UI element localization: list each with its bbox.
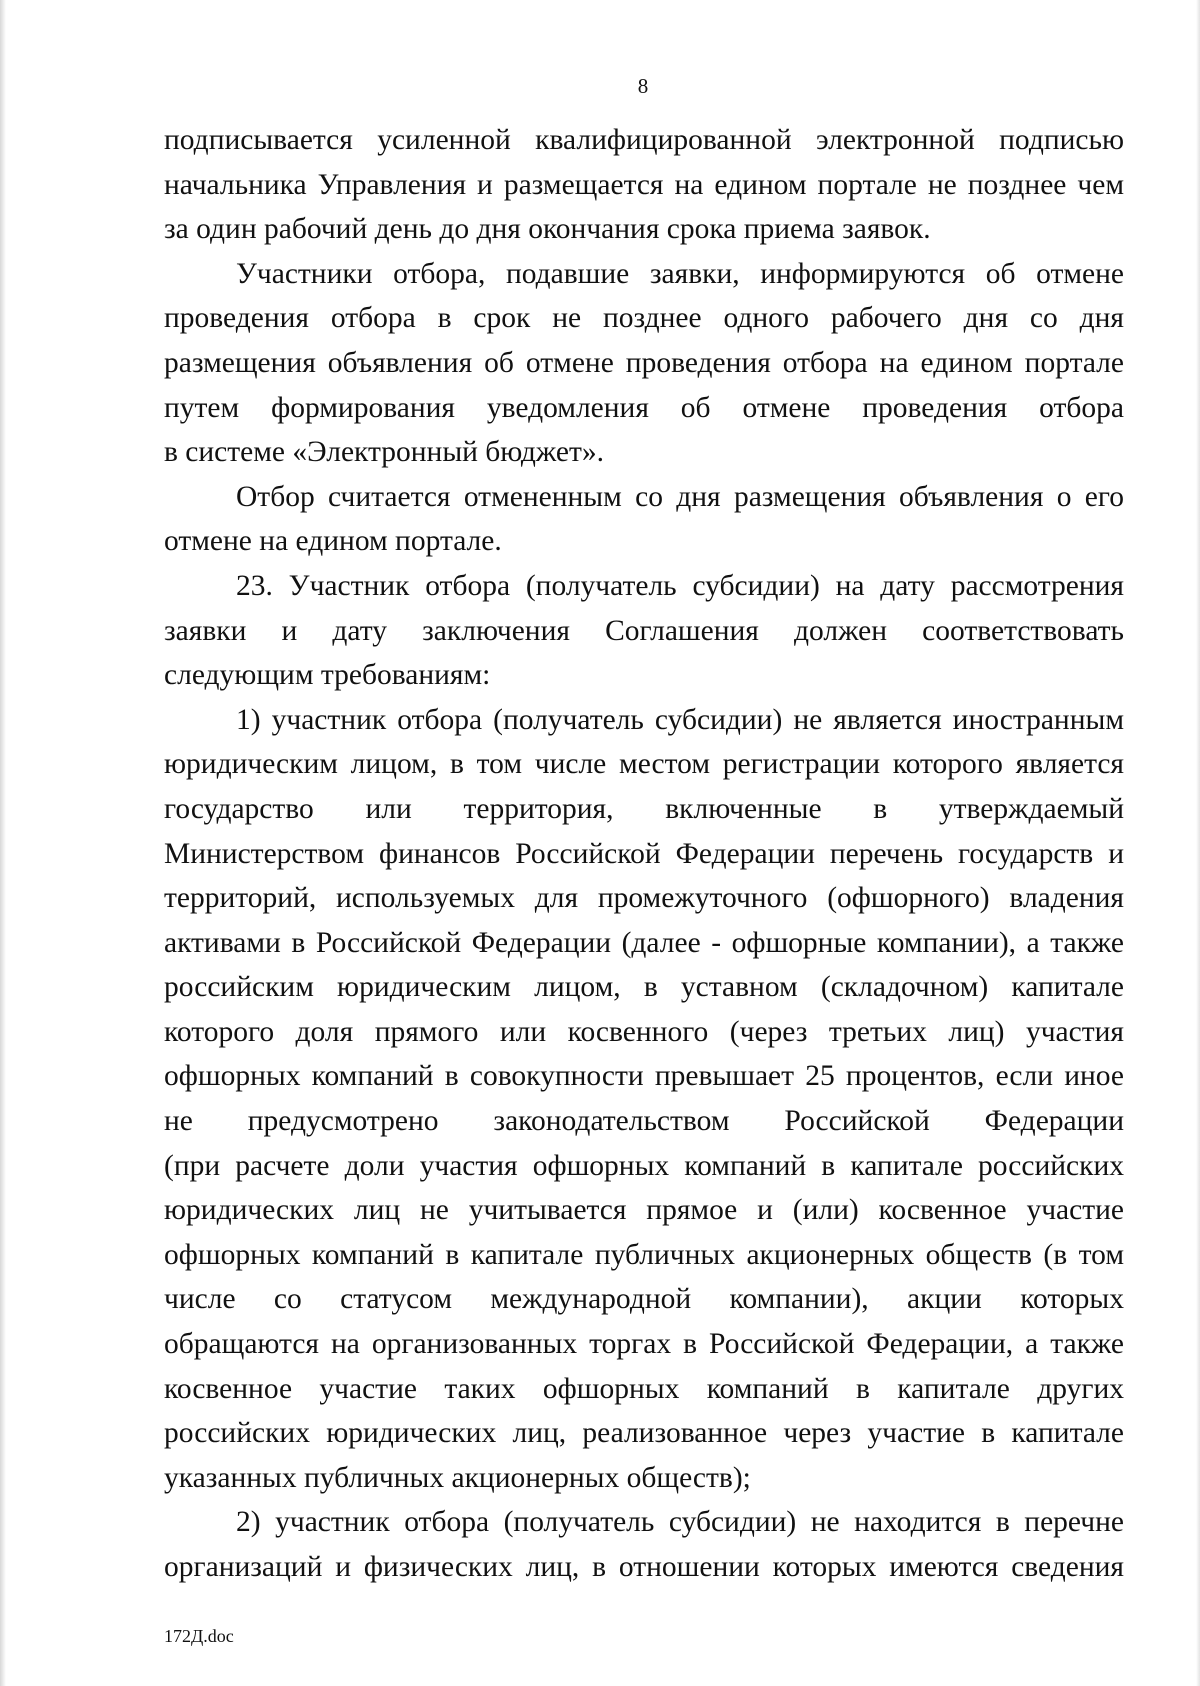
text-line: российским юридическим лицом, в уставном (складочном) капитале [164, 971, 1124, 1004]
text-line: Участники отбора, подавшие заявки, информируются об отмене [236, 257, 1124, 290]
text-line: размещения объявления об отмене проведения отбора на едином портале [164, 346, 1124, 379]
text-line: обращаются на организованных торгах в Российской Федерации, а также [164, 1328, 1124, 1361]
scan-edge-left [0, 0, 6, 1686]
text-line: косвенное участие таких офшорных компаний в капитале других [164, 1372, 1124, 1405]
text-line: офшорных компаний в капитале публичных акционерных обществ (в том [164, 1238, 1124, 1271]
text-line: заявки и дату заключения Соглашения должен соответствовать [164, 614, 1124, 647]
text-line: следующим требованиям: [164, 659, 491, 692]
text-line: 2) участник отбора (получатель субсидии) не находится в перечне [236, 1506, 1124, 1539]
text-line: активами в Российской Федерации (далее - офшорные компании), а также [164, 926, 1124, 959]
text-line: числе со статусом международной компании), акции которых [164, 1283, 1124, 1316]
text-line: 23. Участник отбора (получатель субсидии) на дату рассмотрения [236, 569, 1124, 602]
text-line: (при расчете доли участия офшорных компаний в капитале российских [164, 1149, 1124, 1182]
document-body [164, 118, 1124, 1590]
text-line: проведения отбора в срок не позднее одного рабочего дня со дня [164, 302, 1124, 335]
text-line: не предусмотрено законодательством Российской Федерации [164, 1105, 1124, 1138]
text-line: в системе «Электронный бюджет». [164, 436, 604, 469]
footer-filename: 172Д.doc [164, 1626, 234, 1646]
text-line: Отбор считается отмененным со дня размещения объявления о его [236, 480, 1124, 513]
text-line: отмене на едином портале. [164, 525, 502, 558]
text-line: государство или территория, включенные в утверждаемый [164, 792, 1124, 825]
text-line: подписывается усиленной квалифицированной электронной подписью [164, 124, 1124, 156]
text-line: указанных публичных акционерных обществ); [164, 1461, 751, 1494]
scan-edge-right [1196, 0, 1200, 1686]
text-line: юридических лиц не учитывается прямое и (или) косвенное участие [164, 1194, 1124, 1227]
text-line: 1) участник отбора (получатель субсидии) не является иностранным [236, 703, 1124, 736]
text-line: организаций и физических лиц, в отношении которых имеются сведения [164, 1551, 1124, 1583]
text-line: начальника Управления и размещается на едином портале не позднее чем [164, 168, 1124, 201]
text-line: путем формирования уведомления об отмене проведения отбора [164, 391, 1124, 424]
text-line: офшорных компаний в совокупности превышает 25 процентов, если иное [164, 1060, 1124, 1093]
text-line: за один рабочий день до дня окончания срока приема заявок. [164, 213, 931, 246]
text-line: которого доля прямого или косвенного (через третьих лиц) участия [164, 1015, 1124, 1048]
text-line: территорий, используемых для промежуточного (офшорного) владения [164, 882, 1124, 915]
text-line: Министерством финансов Российской Федерации перечень государств и [164, 837, 1124, 870]
text-line: российских юридических лиц, реализованное через участие в капитале [164, 1417, 1124, 1450]
page-number: 8 [637, 74, 649, 98]
text-line: юридическим лицом, в том числе местом регистрации которого является [164, 748, 1124, 781]
